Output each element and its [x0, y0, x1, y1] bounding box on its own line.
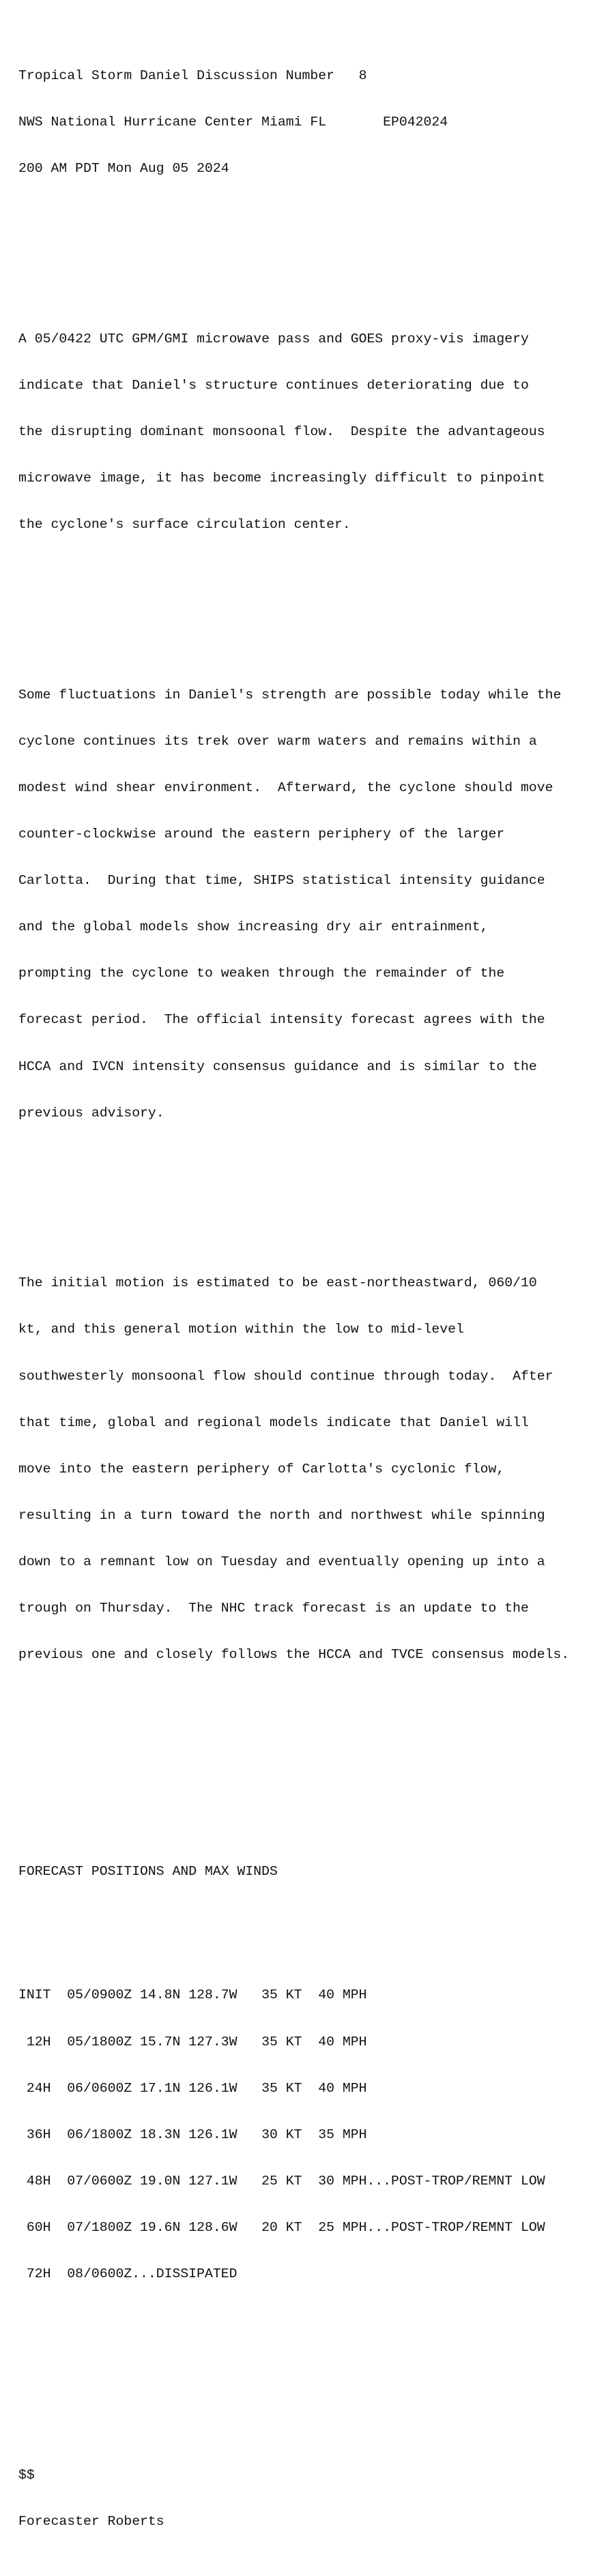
text-line: forecast period. The official intensity forecast agrees with the: [18, 1012, 545, 1028]
text-line: The initial motion is estimated to be east-northeastward, 060/10: [18, 1275, 537, 1291]
spacer: [18, 1771, 569, 1787]
spacer: [18, 1725, 569, 1741]
text-line: the cyclone's surface circulation center.: [18, 517, 351, 533]
text-line: that time, global and regional models indicate that Daniel will: [18, 1415, 529, 1430]
text-line: A 05/0422 UTC GPM/GMI microwave pass and GOES proxy-vis imagery: [18, 331, 529, 346]
text-line: indicate that Daniel's structure continues deteriorating due to: [18, 377, 529, 393]
forecast-row: 36H 06/1800Z 18.3N 126.1W 30 KT 35 MPH: [18, 2127, 367, 2142]
text-line: prompting the cyclone to weaken through the remainder of the: [18, 966, 505, 981]
text-line: microwave image, it has become increasingly difficult to pinpoint: [18, 470, 545, 486]
text-line: down to a remnant low on Tuesday and eventually opening up into a: [18, 1554, 545, 1569]
text-line: and the global models show increasing dry air entrainment,: [18, 919, 489, 935]
issuing-office: NWS National Hurricane Center Miami FL EP042024: [18, 114, 448, 130]
forecast-row: 48H 07/0600Z 19.0N 127.1W 25 KT 30 MPH...POST-TROP/REMNT LOW: [18, 2173, 545, 2189]
forecast-row: 72H 08/0600Z...DISSIPATED: [18, 2266, 237, 2282]
footer: [18, 2437, 569, 2561]
forecast-row: 24H 06/0600Z 17.1N 126.1W 35 KT 40 MPH: [18, 2080, 367, 2096]
paragraph-intensity: [18, 656, 569, 1151]
text-line: HCCA and IVCN intensity consensus guidance and is similar to the: [18, 1058, 537, 1074]
text-line: counter-clockwise around the eastern periphery of the larger: [18, 827, 505, 842]
discussion-title: Tropical Storm Daniel Discussion Number 8: [18, 68, 367, 83]
text-line: kt, and this general motion within the low to mid-level: [18, 1322, 464, 1337]
paragraph-track: [18, 1245, 569, 1693]
spacer: [18, 239, 569, 254]
forecast-row: INIT 05/0900Z 14.8N 128.7W 35 KT 40 MPH: [18, 1987, 367, 2003]
spacer: [18, 595, 569, 610]
text-line: southwesterly monsoonal flow should continue through today. After: [18, 1368, 553, 1384]
text-line: move into the eastern periphery of Carlotta's cyclonic flow,: [18, 1461, 505, 1477]
text-line: modest wind shear environment. Afterward, the cyclone should move: [18, 780, 553, 795]
forecast-heading: FORECAST POSITIONS AND MAX WINDS: [18, 1863, 278, 1879]
text-line: Some fluctuations in Daniel's strength are possible today while the: [18, 687, 562, 702]
forecaster-signature: Forecaster Roberts: [18, 2514, 164, 2530]
issue-time: 200 AM PDT Mon Aug 05 2024: [18, 161, 229, 176]
end-separator: $$: [18, 2468, 35, 2483]
forecast-section: [18, 1833, 569, 2343]
header: [18, 37, 569, 207]
text-line: the disrupting dominant monsoonal flow. Despite the advantageous: [18, 424, 545, 439]
text-line: previous advisory.: [18, 1105, 164, 1121]
forecast-row: 12H 05/1800Z 15.7N 127.3W 35 KT 40 MPH: [18, 2034, 367, 2049]
text-line: resulting in a turn toward the north and northwest while spinning: [18, 1507, 545, 1523]
spacer: [18, 2375, 569, 2390]
text-line: cyclone continues its trek over warm waters and remains within a: [18, 733, 537, 749]
text-line: Carlotta. During that time, SHIPS statistical intensity guidance: [18, 873, 545, 889]
paragraph-satellite: [18, 300, 569, 563]
forecast-table: [18, 1957, 569, 2313]
spacer: [18, 1183, 569, 1198]
text-line: trough on Thursday. The NHC track forecast is an update to the: [18, 1600, 529, 1616]
text-line: previous one and closely follows the HCCA and TVCE consensus models.: [18, 1647, 570, 1663]
discussion-document: [18, 6, 569, 2576]
spacer: [18, 1910, 569, 1926]
forecast-row: 60H 07/1800Z 19.6N 128.6W 20 KT 25 MPH...POST-TROP/REMNT LOW: [18, 2219, 545, 2235]
